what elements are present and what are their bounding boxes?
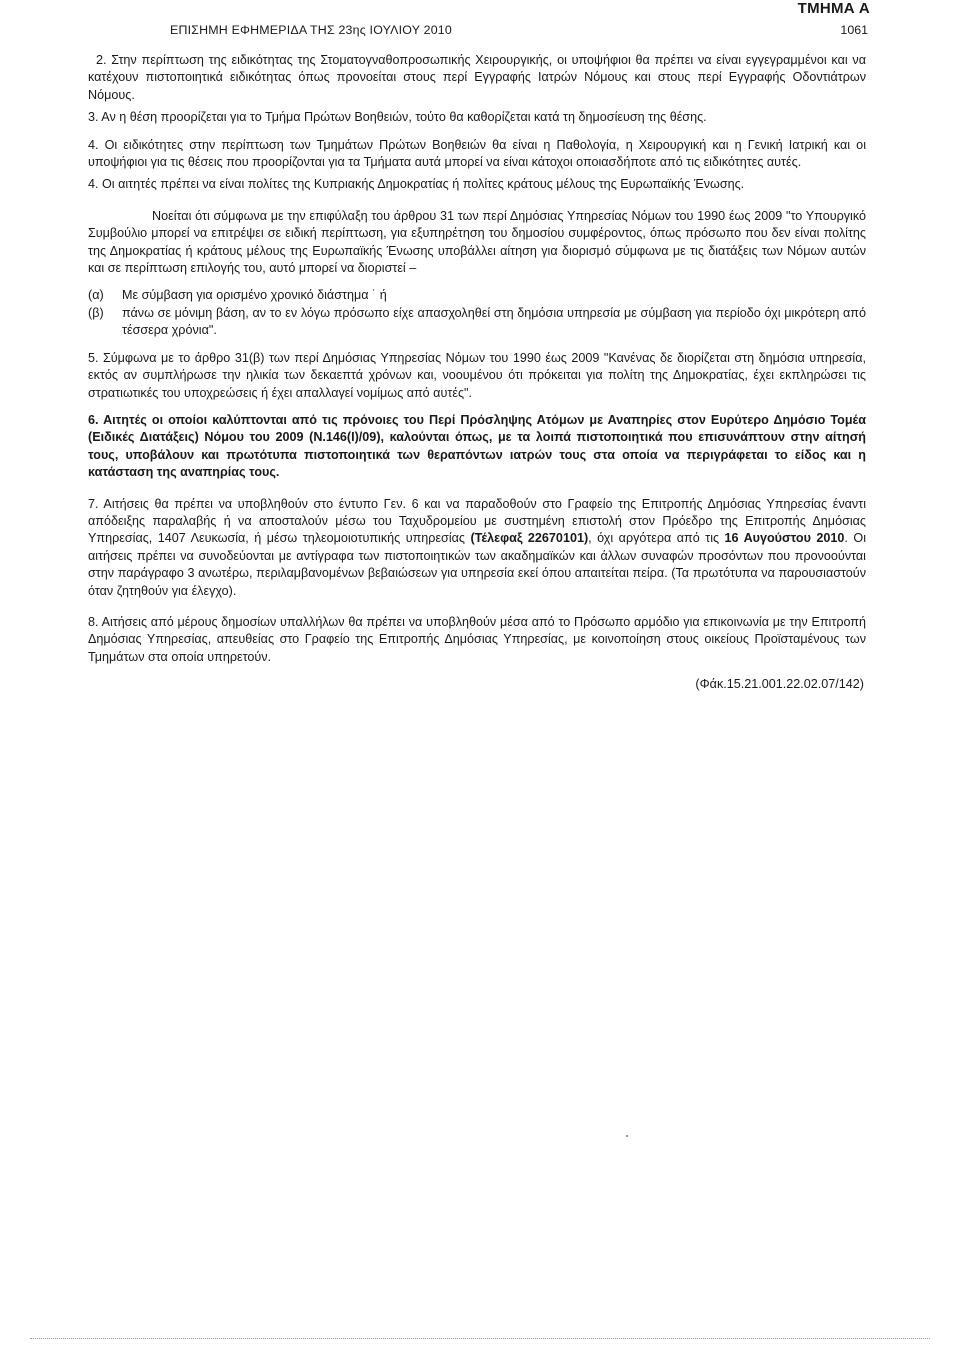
text-run: 7. Αιτήσεις θα πρέπει να υποβληθούν στο έντυπο Γεν. 6 και να παραδοθούν στο Γραφείο της Επιτροπής Δημόσιας Υπηρεσίας έναντι απόδειξης παραλαβής ή να αποσταλούν μέσω του Ταχυδρομείου με συστημένη επιστολή στον Πρόεδρο της Επιτροπής Δημόσιας Υπηρεσίας, 1407 Λευκωσία, ή μέσω τηλεομοιοτυπικής υπηρεσίας xyxy=(88,496,866,546)
paragraph-3-first-aid: 3. Αν η θέση προορίζεται για το Τμήμα Πρώτων Βοηθειών, τούτο θα καθορίζεται κατά τη δημοσίευση της θέσης. xyxy=(88,110,707,125)
paragraph-7-applications xyxy=(88,496,866,600)
item-label: (α) xyxy=(88,288,104,303)
deadline-date: 16 Αυγούστου 2010 xyxy=(724,531,845,546)
paragraph-6-disabilities: 6. Αιτητές οι οποίοι καλύπτονται από τις πρόνοιες του Περί Πρόσληψης Ατόμων με Αναπηρίες στον Ευρύτερο Δημόσιο Τομέα (Ειδικές Διατάξεις) Νόμου του 2009 (Ν.146(Ι)/09), καλούνται όπως, με τα λοιπά πιστοποιητικά που επισυνάπτουν στην αίτησή τους, υποβάλουν και πρωτότυπα πιστοποιητικά των θεραπόντων ιατρών τους στα οποία να περιγράφεται το είδος και η κατάσταση της αναπηρίας τους. xyxy=(88,412,866,480)
item-label: (β) xyxy=(88,305,104,320)
section-mark: ΤΜΗΜΑ Α xyxy=(797,0,870,17)
fax-number: (Τέλεφαξ 22670101) xyxy=(470,531,589,546)
file-reference: (Φάκ.15.21.001.22.02.07/142) xyxy=(695,677,864,692)
text-run: . Οι αιτήσεις πρέπει να συνοδεύονται με αντίγραφα των πιστοποιητικών των ακαδημαϊκών και άλλων συναφών προσόντων που προνοούνται στην παράγραφο 3 ανωτέρω, περιλαμβανομένων βεβαιώσεων για υπηρεσία εκεί όπου απαιτείται πείρα. (Τα πρωτότυπα να παρουσιαστούν όταν ζητηθούν για έλεγχο). xyxy=(88,531,866,598)
footer-rule xyxy=(30,1338,930,1341)
item-text: Με σύμβαση για ορισμένο χρονικό διάστημα ˙ ή xyxy=(122,288,387,303)
paragraph-8-civil-servants: 8. Αιτήσεις από μέρους δημοσίων υπαλλήλων θα πρέπει να υποβληθούν μέσα από το Πρόσωπο αρμόδιο για επικοινωνία με την Επιτροπή Δημόσιας Υπηρεσίας, απευθείας στο Γραφείο της Επιτροπής Δημόσιας Υπηρεσίας, με κοινοποίηση στους οικείους Προϊσταμένους των Τμημάτων στα οποία υπηρετούν. xyxy=(88,614,866,664)
paragraph-4-citizenship: 4. Οι αιτητές πρέπει να είναι πολίτες της Κυπριακής Δημοκρατίας ή πολίτες κράτους μέλους της Ευρωπαϊκής Ένωσης. xyxy=(88,177,745,192)
page-number: 1061 xyxy=(840,23,868,37)
paragraph-4-specialties: 4. Οι ειδικότητες στην περίπτωση των Τμημάτων Πρώτων Βοηθειών θα είναι η Παθολογία, η Χειρουργική και η Γενική Ιατρική και οι υποψήφιοι για τις θέσεις που προορίζονται για τα Τμήματα αυτά μπορεί να είναι κάτοχοι οποιασδήποτε από τις ειδικότητες αυτές. xyxy=(88,137,866,170)
running-head: ΕΠΙΣΗΜΗ ΕΦΗΜΕΡΙΔΑ ΤΗΣ 23ης ΙΟΥΛΙΟΥ 2010 xyxy=(170,23,452,37)
text-run: , όχι αργότερα από τις xyxy=(588,531,725,546)
paragraph-5-age: 5. Σύμφωνα με το άρθρο 31(β) των περί Δημόσιας Υπηρεσίας Νόμων του 1990 έως 2009 "Κανένας δε διορίζεται στη δημόσια υπηρεσία, εκτός αν συμπλήρωσε την ηλικία των δεκαεπτά χρόνων και, νοουμένου ότι πρόκειται για πολίτη της Δημοκρατίας, έχει εκπληρώσει τις στρατιωτικές του υποχρεώσεις ή έχει απαλλαγεί νομίμως από αυτές". xyxy=(88,350,866,400)
scan-speck xyxy=(626,1135,628,1137)
paragraph-proviso: Νοείται ότι σύμφωνα με την επιφύλαξη του άρθρου 31 των περί Δημόσιας Υπηρεσίας Νόμων του 1990 έως 2009 "το Υπουργικό Συμβούλιο μπορεί να επιτρέψει σε ειδική περίπτωση, για εξυπηρέτηση του δημοσίου συμφέροντος, όπως πρόσωπο που δεν είναι πολίτης της Δημοκρατίας ή κράτους μέλους της Ευρωπαϊκής Ένωσης υποβάλλει αίτηση για διορισμό σύμφωνα με τις διατάξεις των Νόμων αυτών και σε περίπτωση επιλογής του, αυτό μπορεί να διοριστεί – xyxy=(88,208,866,276)
paragraph-2-maxillofacial: 2. Στην περίπτωση της ειδικότητας της Στοματογναθοπροσωπικής Χειρουργικής, οι υποψήφιοι θα πρέπει να είναι εγγεγραμμένοι και να κατέχουν πιστοποιητικά ειδικότητας όπως προνοείται στους περί Εγγραφής Ιατρών Νόμους και στους περί Εγγραφής Οδοντιάτρων Νόμους. xyxy=(88,53,866,102)
proviso-item-b xyxy=(88,305,866,340)
body-text xyxy=(88,52,866,694)
item-text: πάνω σε μόνιμη βάση, αν το εν λόγω πρόσωπο είχε απασχοληθεί στη δημόσια υπηρεσία με σύμβαση για περίοδο όχι μικρότερη από τέσσερα χρόνια". xyxy=(122,305,866,338)
proviso-item-a xyxy=(88,287,866,304)
page-header xyxy=(88,0,870,38)
